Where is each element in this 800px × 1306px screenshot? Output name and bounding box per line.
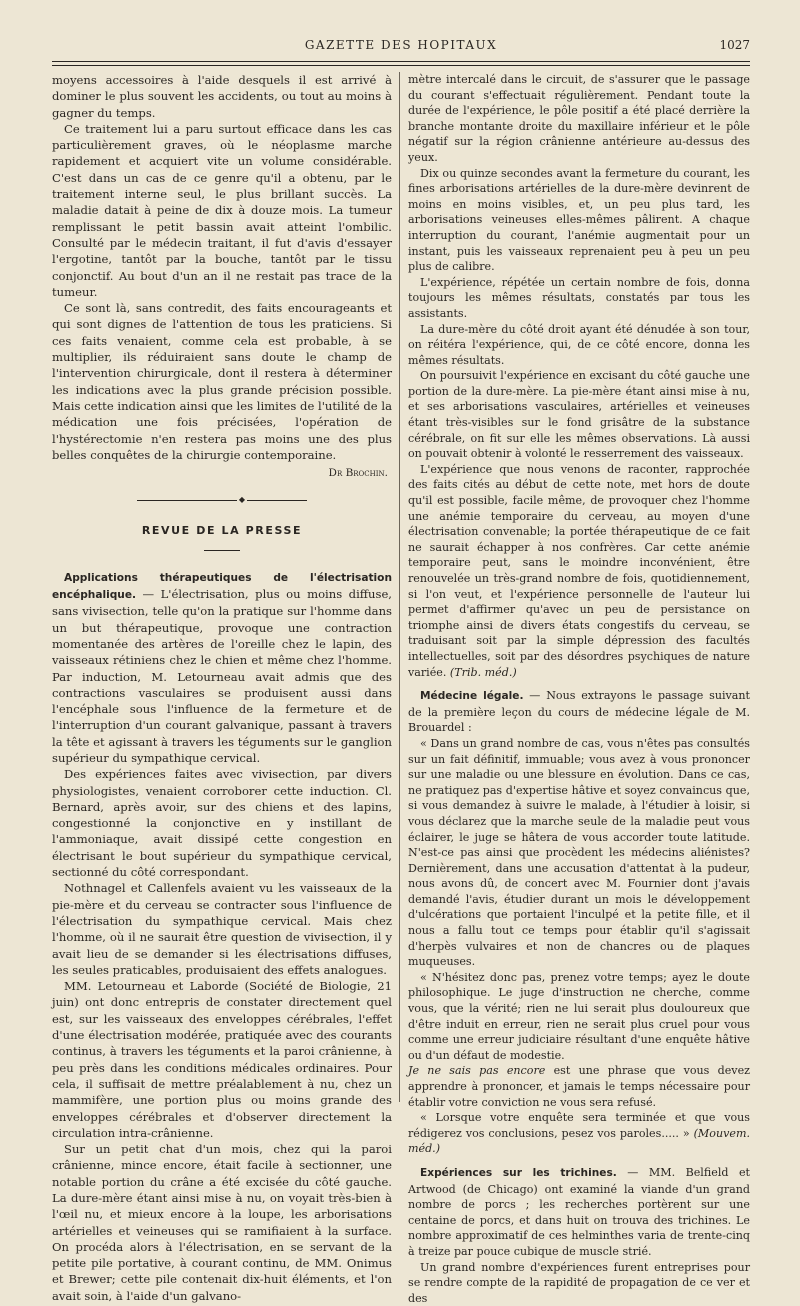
article-heading: Applications thérapeutiques de l'électrisation encéphalique. xyxy=(52,571,392,602)
source-citation: (Trib. méd.) xyxy=(449,665,517,679)
paragraph xyxy=(408,1110,750,1157)
header-rule xyxy=(52,61,750,66)
section-title: REVUE DE LA PRESSE xyxy=(141,524,303,538)
article-heading: Médecine légale. xyxy=(420,690,524,703)
article-text: — L'électrisation, plus ou moins diffuse, sans vivisection, telle qu'on la pratique sur l'homme dans un but thérapeutique, provoque une contraction momentanée des artères de l'oreille chez le lapin, des vaisseaux rétiniens chez le chien et même chez l'homme. Par induction, M. Letourneau avait admis que des contractions vasculaires se produisent aussi dans l'encéphale sous l'influence de la fermeture et de l'interruption d'un courant galvanique, passant à travers la tête et agissant à travers les téguments sur le ganglion supérieur du sympathique cervical. xyxy=(52,587,392,765)
paragraph-text: L'expérience que nous venons de raconter, rapprochée des faits cités au début de cette note, met hors de doute qu'il est possible, facile même, de provoquer chez l'homme une anémie temporaire du cerveau, au moyen d'une électrisation convenable; la portée thérapeutique de ce fait ne saurait échapper à nos confrères. Car cette anémie temporaire peut, sans le moindre inconvénient, être renouvelée un très-grand nombre de fois, quotidiennement, si l'on veut, et l'expérience personnelle de l'auteur lui permet d'affirmer qu'avec un peu de persistance on triomphe ainsi de divers états congestifs du cerveau, se traduisant soit par la simple dépression des facultés intellectuelles, soit par des désordres psychiques de nature variée. xyxy=(408,462,750,679)
paragraph: Des expériences faites avec vivisection, par divers physiologistes, venaient corroborer cette induction. Cl. Bernard, après avoir, sur des chiens et des lapins, congestionné la conjonctive en y instillant de l'ammoniaque, avait dissipé cette congestion en électrisant le bout supérieur du sympathique cervical, sectionné du côté correspondant. xyxy=(52,767,392,880)
author-signature: Dr Brochin. xyxy=(328,467,388,480)
article-text: — Nous extrayons le passage suivant de la première leçon du cours de médecine légale de M. Brouardel : xyxy=(408,689,750,735)
article-text: — MM. Belfield et Artwood (de Chicago) ont examiné la viande d'un grand nombre de porcs ; les recherches portèrent sur une centaine de porcs, et dans huit on trouva des trichines. Le nombre approximatif de ces helminthes varia de trente-cinq à treize par pouce cubique de muscle strié. xyxy=(408,1165,750,1258)
paragraph: Un grand nombre d'expériences furent entreprises pour se rendre compte de la rapidité de propagation de ce ver et des xyxy=(408,1260,750,1305)
page-number: 1027 xyxy=(719,38,750,52)
paragraph: Sur un petit chat d'un mois, chez qui la paroi crânienne, mince encore, était facile à sectionner, une notable portion du crâne a été excisée du côté gauche. La dure-mère étant ainsi mise à nu, on voyait très-bien à l'œil nu, et mieux encore à la loupe, les arborisations artérielles et veineuses qui se ramifiaient à la surface. On procéda alors à l'électrisation, en se servant de la petite pile portative, à courant continu, de MM. Onimus et Brewer; cette pile contenait dix-huit éléments, et l'on avait soin, à l'aide d'un galvano- xyxy=(52,1142,392,1303)
section-ornament: ◆ xyxy=(52,491,392,501)
paragraph: Dix ou quinze secondes avant la fermeture du courant, les fines arborisations artérielles de la dure-mère devinrent de moins en moins visibles, et, un peu plus tard, les arborisations veineuses elles-mêmes pâlirent. A chaque interruption du courant, l'anémie augmentait pour un instant, puis les vaisseaux reprenaient peu à peu un peu plus de calibre. xyxy=(408,166,750,274)
article-lead xyxy=(408,1165,750,1260)
left-column xyxy=(52,72,392,1304)
paragraph: Nothnagel et Callenfels avaient vu les vaisseaux de la pie-mère et du cerveau se contracter sous l'influence de l'électrisation du sympathique cervical. Mais chez l'homme, où il ne saurait être question de vivisection, il y avait lieu de se demander si les électrisations diffuses, les seules praticables, produisaient des effets analogues. xyxy=(52,881,392,977)
source-citation: (Mouvem. méd.) xyxy=(408,1126,750,1156)
paragraph: mètre intercalé dans le circuit, de s'assurer que le passage du courant s'effectuait régulièrement. Pendant toute la durée de l'expérience, le pôle positif a été placé derrière la branche montante droite du maxillaire inférieur et le pôle négatif sur la région crânienne antérieure au-dessus des yeux. xyxy=(408,73,750,164)
paragraph xyxy=(408,1063,750,1110)
paragraph: Ce sont là, sans contredit, des faits encourageants et qui sont dignes de l'attention de tous les praticiens. Si ces faits venaient, comme cela est probable, à se multiplier, ils réduiraient sans doute le champ de l'intervention chirurgicale, dont il restera à déterminer les indications avec la plus grande précision possible. Mais cette indication ainsi que les limites de l'utilité de la médication une fois précisées, l'opération de l'hystérectomie n'en restera pas moins une des plus belles conquêtes de la chirurgie contemporaine. xyxy=(52,301,392,462)
paragraph: L'expérience, répétée un certain nombre de fois, donna toujours les mêmes résultats, constatés par tous les assistants. xyxy=(408,275,750,320)
paragraph-text: « Lorsque votre enquête sera terminée et que vous rédigerez vos conclusions, pesez vos paroles..... » xyxy=(408,1111,750,1140)
page-header xyxy=(52,38,750,56)
paragraph: La dure-mère du côté droit ayant été dénudée à son tour, on réitéra l'expérience, qui, de ce côté encore, donna les mêmes résultats. xyxy=(408,322,750,367)
italic-phrase: Je ne sais pas encore xyxy=(408,1064,546,1078)
section-rule xyxy=(204,550,240,551)
paragraph: MM. Letourneau et Laborde (Société de Biologie, 21 juin) ont donc entrepris de constater directement quel est, sur les vaisseaux des enveloppes cérébrales, l'effet d'une électrisation modérée, pratiquée avec des courants continus, à travers les téguments et la paroi crânienne, à peu près dans les conditions médicales ordinaires. Pour cela, il suffisait de mettre préalablement à nu, chez un mammifère, une portion plus ou moins grande des enveloppes cérébrales et d'observer directement la circulation intra-crânienne. xyxy=(52,979,392,1140)
article-lead xyxy=(408,688,750,736)
article-lead xyxy=(52,569,392,767)
paragraph: « Dans un grand nombre de cas, vous n'êtes pas consultés sur un fait définitif, immuable; vous avez à vous prononcer sur une maladie ou une blessure en évolution. Dans ce cas, ne pratiquez pas d'expertise hâtive et soyez convaincus que, si vous demandez à suivre le malade, à l'étudier à loisir, si vous déclarez que la marche seule de la maladie peut vous éclairer, le juge se hâtera de vous accorder toute latitude. N'est-ce pas ainsi que procèdent les médecins aliénistes? Dernièrement, dans une accusation d'attentat à la pudeur, nous avons dû, de concert avec M. Fournier dont j'avais demandé l'avis, étudier durant un mois le développement d'ulcérations que portaient l'inculpé et la petite fille, et il nous a fallu tout ce temps pour établir qu'il s'agissait d'herpès vulvaires et non de chancres ou de plaques muqueuses. xyxy=(408,736,750,969)
right-column xyxy=(408,72,750,1306)
paragraph xyxy=(408,462,750,680)
paragraph: Ce traitement lui a paru surtout efficace dans les cas particulièrement graves, où le néoplasme marche rapidement et acquiert vite un volume considérable. C'est dans un cas de ce genre qu'il a obtenu, par le traitement interne seul, le plus brillant succès. La maladie datait à peine de dix à douze mois. La tumeur remplissant le petit bassin avait atteint l'ombilic. Consulté par le médecin traitant, il fut d'avis d'essayer l'ergotine, tantôt par la bouche, tantôt par le tissu conjonctif. Au bout d'un an il ne restait pas trace de la tumeur. xyxy=(52,121,392,299)
journal-title: GAZETTE DES HOPITAUX xyxy=(304,38,498,52)
paragraph: « N'hésitez donc pas, prenez votre temps; ayez le doute philosophique. Le juge d'instruction ne cherche, comme vous, que la vérité; rien ne lui serait plus douloureux que d'être induit en erreur, rien ne serait plus cruel pour vous comme une erreur judiciaire résultant d'une enquête hâtive ou d'un défaut de modestie. xyxy=(408,970,750,1062)
paragraph-text: est une phrase que vous devez apprendre à prononcer, et jamais le temps nécessaire pour établir votre conviction ne vous sera refusé. xyxy=(408,1064,750,1109)
article-heading: Expériences sur les trichines. xyxy=(420,1166,617,1179)
paragraph: On poursuivit l'expérience en excisant du côté gauche une portion de la dure-mère. La pie-mère étant ainsi mise à nu, et ses arborisations vasculaires, artérielles et veineuses étant très-visibles sur le fond grisâtre de la substance cérébrale, on fit sur elle les mêmes observations. Là aussi on pouvait obtenir à volonté le resserrement des vaisseaux. xyxy=(408,369,750,461)
paragraph: moyens accessoires à l'aide desquels il est arrivé à dominer le plus souvent les accidents, ou tout au moins à gagner du temps. xyxy=(52,73,392,120)
column-divider xyxy=(399,72,400,1102)
